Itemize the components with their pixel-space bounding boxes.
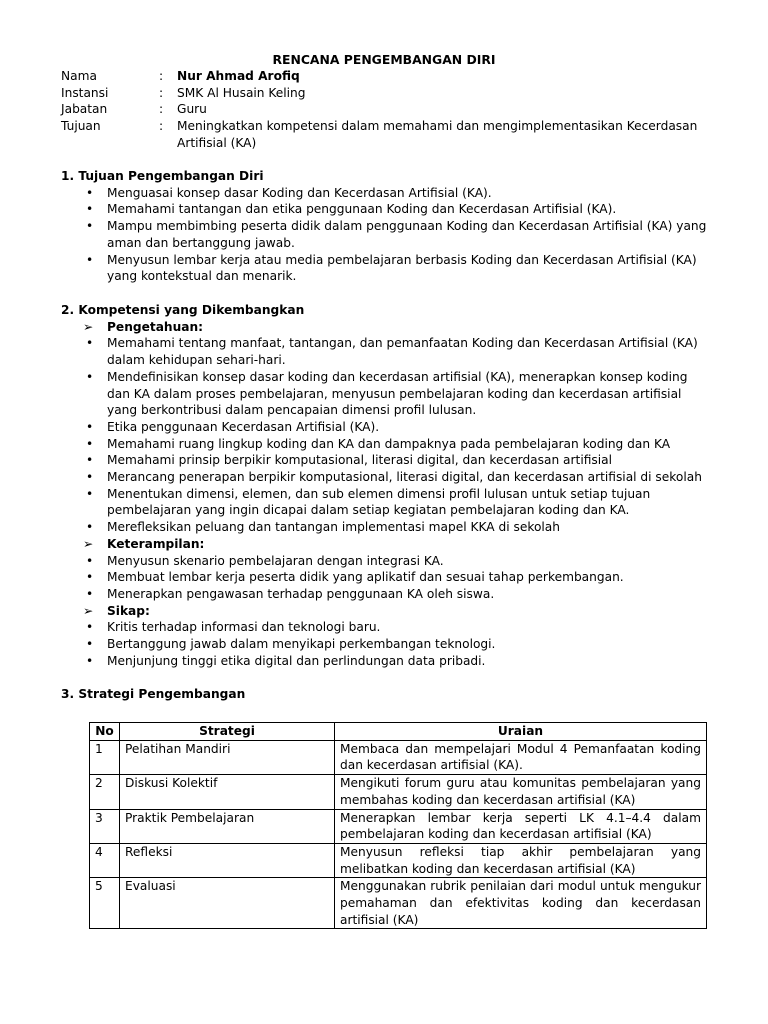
list-item: • Menyusun skenario pembelajaran dengan integrasi KA. xyxy=(86,553,444,568)
list-item: • Kritis terhadap informasi dan teknologi baru. xyxy=(86,620,381,635)
meta-row-nama xyxy=(61,68,711,85)
bullet-icon: • xyxy=(86,219,94,234)
list-item: • Mampu membimbing peserta didik dalam penggunaan Koding dan Kecerdasan Artifisial (KA) yang aman dan bertanggung jawab. xyxy=(86,219,707,250)
bullet-icon: • xyxy=(86,252,94,267)
bullet-icon: • xyxy=(86,202,94,217)
list-item: • Memahami prinsip berpikir komputasional, literasi digital, dan kecerdasan artifisial xyxy=(86,453,612,468)
cell-strategi: Refleksi xyxy=(120,843,335,877)
meta-colon: : xyxy=(159,85,164,100)
list-item: • Etika penggunaan Kecerdasan Artifisial (KA). xyxy=(86,419,380,434)
bullet-icon: • xyxy=(86,637,94,652)
bullet-icon: • xyxy=(86,653,94,668)
table-row xyxy=(90,740,707,774)
identity-block xyxy=(61,68,711,152)
meta-colon: : xyxy=(159,102,164,117)
list-item: • Membuat lembar kerja peserta didik yang aplikatif dan sesuai tahap perkembangan. xyxy=(86,570,624,585)
meta-value-jabatan: Guru xyxy=(177,102,207,117)
bullet-list xyxy=(61,553,711,603)
table-row xyxy=(90,878,707,929)
bullet-icon: • xyxy=(86,486,94,501)
bullet-icon: • xyxy=(86,553,94,568)
list-item: • Memahami ruang lingkup koding dan KA dan dampaknya pada pembelajaran koding dan KA xyxy=(86,436,671,451)
meta-label: Jabatan xyxy=(61,102,108,117)
table-header-row xyxy=(90,723,707,741)
bullet-icon: • xyxy=(86,453,94,468)
section-tujuan xyxy=(61,168,711,285)
meta-colon: : xyxy=(159,69,164,83)
list-item: • Memahami tantangan dan etika penggunaan Koding dan Kecerdasan Artifisial (KA). xyxy=(86,202,617,217)
list-item: • Menentukan dimensi, elemen, dan sub elemen dimensi profil lulusan untuk setiap tujuan pembelajaran yang ingin dicapai dalam setiap kegiatan pembelajaran koding dan KA. xyxy=(86,486,651,518)
bullet-icon: • xyxy=(86,570,94,585)
list-item: • Menerapkan pengawasan terhadap penggunaan KA oleh siswa. xyxy=(86,586,495,601)
section-title: 2. Kompetensi yang Dikembangkan xyxy=(61,303,305,317)
meta-value-instansi: SMK Al Husain Keling xyxy=(177,85,306,100)
subheading-pengetahuan: ➢ Pengetahuan: xyxy=(83,319,204,334)
cell-no: 3 xyxy=(90,809,120,843)
section-strategi xyxy=(61,686,711,703)
table-row xyxy=(90,843,707,877)
cell-no: 4 xyxy=(90,843,120,877)
meta-colon: : xyxy=(159,119,164,134)
bullet-icon: • xyxy=(86,620,94,635)
meta-label: Nama xyxy=(61,69,97,83)
arrow-icon: ➢ xyxy=(83,319,94,334)
meta-row-jabatan xyxy=(61,101,711,118)
cell-no: 2 xyxy=(90,775,120,809)
column-header-no: No xyxy=(90,723,120,741)
cell-strategi: Pelatihan Mandiri xyxy=(120,740,335,774)
bullet-icon: • xyxy=(86,470,94,485)
bullet-icon: • xyxy=(86,520,94,535)
arrow-icon: ➢ xyxy=(83,536,94,551)
list-item: • Memahami tentang manfaat, tantangan, dan pemanfaatan Koding dan Kecerdasan Artifisial (KA) dalam kehidupan sehari-hari. xyxy=(86,336,698,368)
arrow-icon: ➢ xyxy=(83,603,94,618)
meta-label: Tujuan xyxy=(61,119,101,134)
document-title: RENCANA PENGEMBANGAN DIRI xyxy=(272,52,496,67)
section-kompetensi xyxy=(61,302,711,669)
subheading-keterampilan: ➢ Keterampilan: xyxy=(83,536,205,551)
bullet-icon: • xyxy=(86,586,94,601)
list-item: • Menjunjung tinggi etika digital dan perlindungan data pribadi. xyxy=(86,653,486,668)
bullet-icon: • xyxy=(86,369,94,384)
cell-no: 1 xyxy=(90,740,120,774)
bullet-list xyxy=(61,335,711,535)
list-item: • Menyusun lembar kerja atau media pembelajaran berbasis Koding dan Kecerdasan Artifisial (KA) yang kontekstual dan menarik. xyxy=(86,252,697,284)
list-item: • Merefleksikan peluang dan tantangan implementasi mapel KKA di sekolah xyxy=(86,520,560,535)
bullet-icon: • xyxy=(86,185,94,200)
cell-strategi: Diskusi Kolektif xyxy=(120,775,335,809)
strategy-table xyxy=(89,722,707,929)
cell-no: 5 xyxy=(90,878,120,929)
cell-uraian: Membaca dan mempelajari Modul 4 Pemanfaatan koding dan kecerdasan artifisial (KA). xyxy=(335,740,707,774)
meta-value-nama: Nur Ahmad Arofiq xyxy=(177,69,300,83)
list-item: • Merancang penerapan berpikir komputasional, literasi digital, dan kecerdasan artifisial di sekolah xyxy=(86,470,702,485)
subheading-sikap: ➢ Sikap: xyxy=(83,603,150,618)
section-title: 1. Tujuan Pengembangan Diri xyxy=(61,169,264,183)
cell-strategi: Praktik Pembelajaran xyxy=(120,809,335,843)
cell-uraian: Menggunakan rubrik penilaian dari modul untuk mengukur pemahaman dan efektivitas koding dan kecerdasan artifisial (KA) xyxy=(335,878,707,929)
meta-label: Instansi xyxy=(61,85,109,100)
section-title: 3. Strategi Pengembangan xyxy=(61,687,246,701)
table-row xyxy=(90,775,707,809)
meta-row-instansi xyxy=(61,85,711,102)
table-row xyxy=(90,809,707,843)
cell-uraian: Mengikuti forum guru atau komunitas pembelajaran yang membahas koding dan kecerdasan artifisial (KA) xyxy=(335,775,707,809)
meta-row-tujuan xyxy=(61,118,711,151)
meta-value-tujuan: Meningkatkan kompetensi dalam memahami dan mengimplementasikan Kecerdasan Artifisial (KA) xyxy=(177,119,698,150)
bullet-list xyxy=(61,619,711,669)
cell-uraian: Menyusun refleksi tiap akhir pembelajaran yang melibatkan koding dan kecerdasan artifisial (KA) xyxy=(335,843,707,877)
bullet-list xyxy=(61,185,711,285)
bullet-icon: • xyxy=(86,419,94,434)
cell-strategi: Evaluasi xyxy=(120,878,335,929)
list-item: • Menguasai konsep dasar Koding dan Kecerdasan Artifisial (KA). xyxy=(86,185,492,200)
cell-uraian: Menerapkan lembar kerja seperti LK 4.1–4.4 dalam pembelajaran koding dan kecerdasan artifisial (KA) xyxy=(335,809,707,843)
column-header-strategi: Strategi xyxy=(120,723,335,741)
bullet-icon: • xyxy=(86,336,94,351)
column-header-uraian: Uraian xyxy=(335,723,707,741)
list-item: • Bertanggung jawab dalam menyikapi perkembangan teknologi. xyxy=(86,637,496,652)
list-item: • Mendefinisikan konsep dasar koding dan kecerdasan artifisial (KA), menerapkan konsep koding dan KA dalam proses pembelajaran, menyusun pembelajaran koding dan kecerdasan artifisial yang berkontribusi dalam pencapaian dimensi profil lulusan. xyxy=(86,369,688,418)
bullet-icon: • xyxy=(86,436,94,451)
